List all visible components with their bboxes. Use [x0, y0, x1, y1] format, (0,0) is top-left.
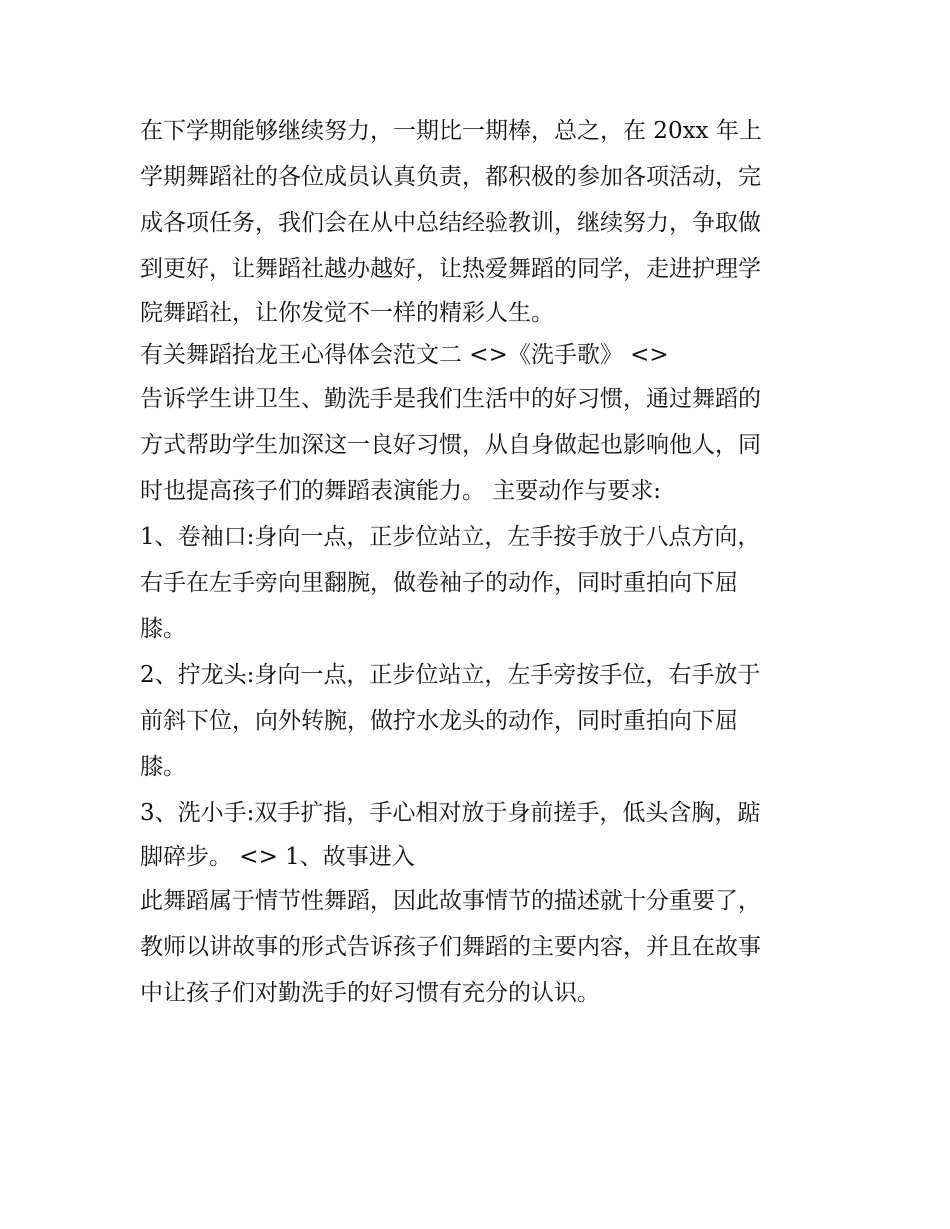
paragraph-intro	[140, 376, 820, 514]
text-line: 院舞蹈社，让你发觉不一样的精彩人生。	[140, 300, 554, 326]
text-line: 中让孩子们对勤洗手的好习惯有充分的认识。	[140, 980, 600, 1006]
text-line: 脚碎步。 <> 1、故事进入	[140, 844, 415, 870]
text-line: 前斜下位，向外转腕，做拧水龙头的动作，同时重拍向下屈	[140, 708, 738, 734]
text-line: 2、拧龙头:身向一点，正步位站立，左手旁按手位，右手放于	[140, 662, 761, 688]
text-line: 方式帮助学生加深这一良好习惯，从自身做起也影响他人，同	[140, 432, 761, 458]
text-line: 膝。	[140, 754, 186, 780]
text-line: 有关舞蹈抬龙王心得体会范文二 <>《洗手歌》 <>	[140, 342, 669, 368]
text-line: 3、洗小手:双手扩指，手心相对放于身前搓手，低头含胸，踮	[140, 800, 761, 826]
text-line: 时也提高孩子们的舞蹈表演能力。 主要动作与要求:	[140, 478, 662, 504]
text-line: 教师以讲故事的形式告诉孩子们舞蹈的主要内容，并且在故事	[140, 934, 761, 960]
text-line: 告诉学生讲卫生、勤洗手是我们生活中的好习惯，通过舞蹈的	[140, 386, 761, 412]
text-line: 膝。	[140, 616, 186, 642]
text-line: 在下学期能够继续努力，一期比一期棒，总之，在 20xx 年上	[140, 118, 762, 144]
paragraph-story-intro	[140, 878, 820, 1016]
text-line: 1、卷袖口:身向一点，正步位站立，左手按手放于八点方向，	[140, 524, 761, 550]
paragraph-step-1	[140, 514, 820, 652]
paragraph-step-2	[140, 652, 820, 790]
text-line: 成各项任务，我们会在从中总结经验教训，继续努力，争取做	[140, 210, 761, 236]
paragraph-step-3	[140, 790, 820, 878]
text-line: 学期舞蹈社的各位成员认真负责，都积极的参加各项活动，完	[140, 164, 761, 190]
document-body	[140, 108, 820, 1016]
text-line: 到更好，让舞蹈社越办越好，让热爱舞蹈的同学，走进护理学	[140, 256, 761, 282]
text-line: 此舞蹈属于情节性舞蹈，因此故事情节的描述就十分重要了，	[140, 888, 761, 914]
paragraph-dance-club-summary	[140, 108, 820, 334]
text-line: 右手在左手旁向里翻腕，做卷袖子的动作，同时重拍向下屈	[140, 570, 738, 596]
section-heading	[140, 334, 820, 376]
